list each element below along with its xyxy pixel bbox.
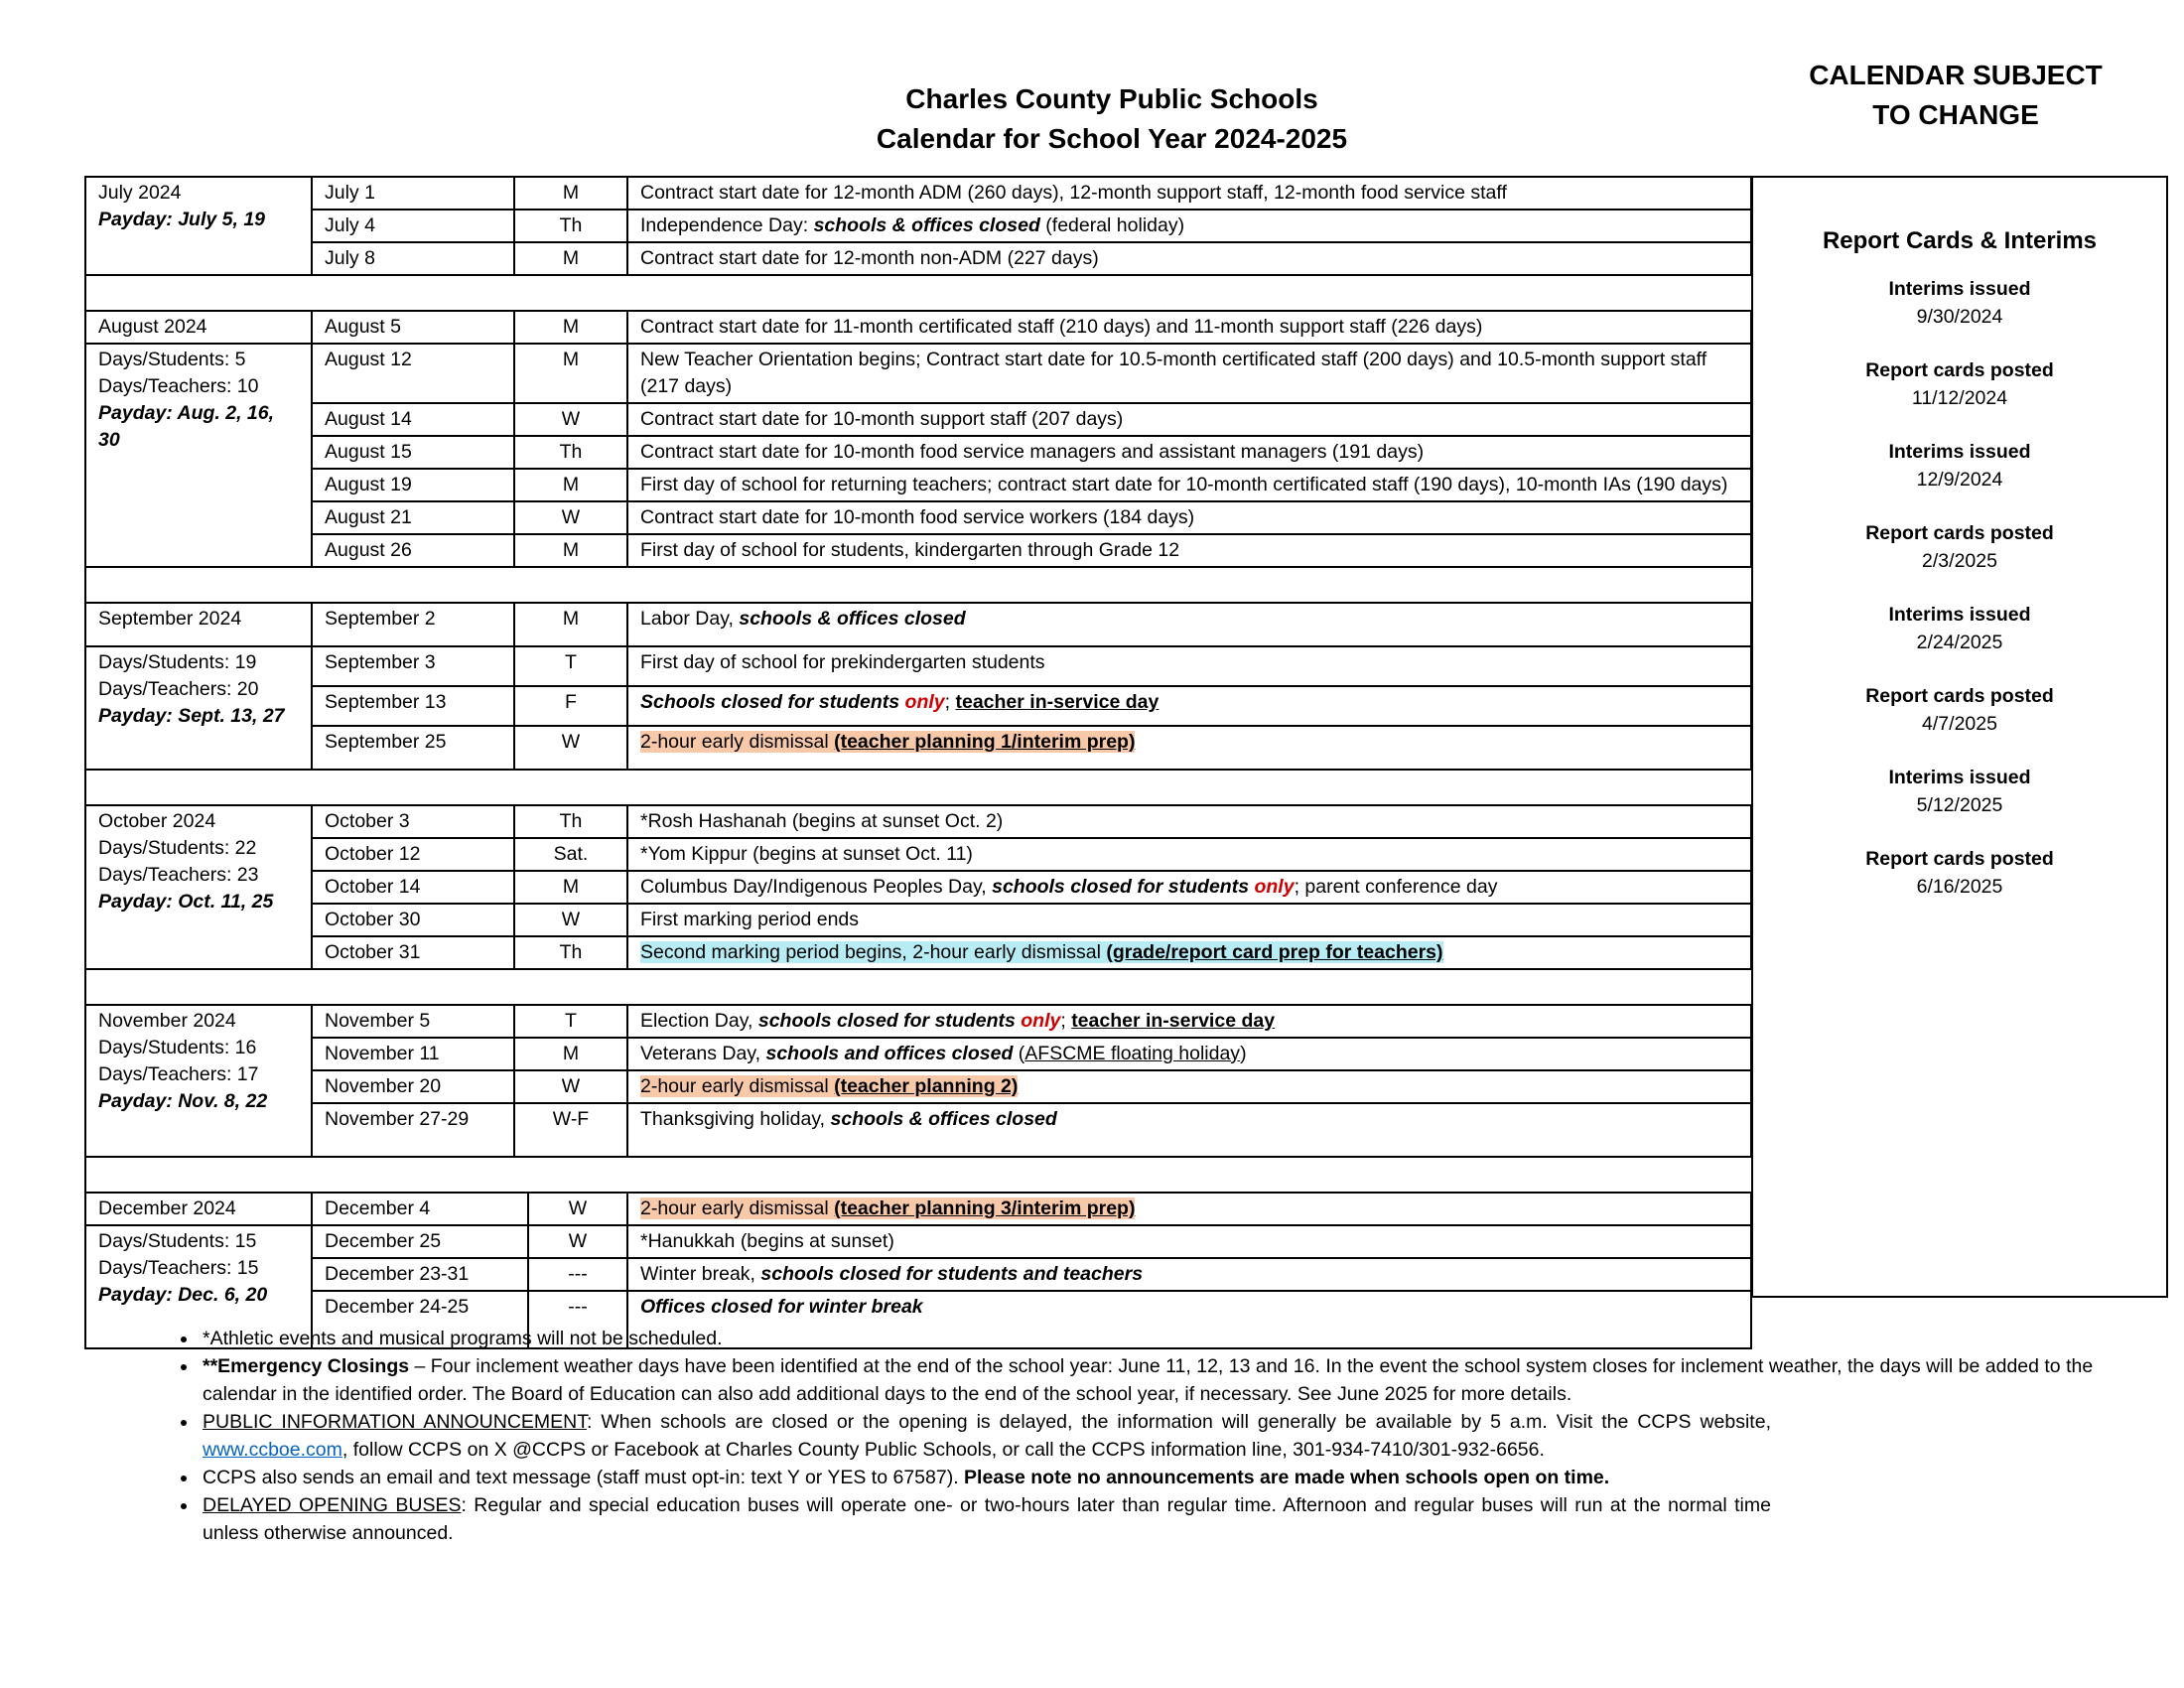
month-label: October 2024 [98,810,216,832]
days-teachers: Days/Teachers: 17 [98,1063,259,1085]
event-description: 2-hour early dismissal (teacher planning 3/interim prep) [627,1193,1751,1225]
sidebar-entry: Report cards posted 6/16/2025 [1865,848,2054,898]
event-date: August 14 [312,403,514,436]
event-day: Sat. [514,838,627,871]
event-description: *Yom Kippur (begins at sunset Oct. 11) [627,838,1751,871]
event-date: November 27-29 [312,1103,514,1157]
note-athletics: • *Athletic events and musical programs will not be scheduled. [199,1325,2124,1352]
days-students: Days/Students: 22 [98,837,257,859]
event-description: First day of school for students, kindergarten through Grade 12 [627,534,1751,567]
event-day: M [514,344,627,403]
note-emergency-closings: • **Emergency Closings – Four inclement weather days have been identified at the end of the school year: June 11, 12, 13 and 16. In the event the school system closes for inclement weather, the days will be added to the calendar in the identified order. The Board of Education can also add additional days to the end of the school year, if necessary. See June 2025 for more details. [199,1352,2124,1408]
event-day: Th [514,210,627,242]
event-date: August 15 [312,436,514,469]
event-day: Th [514,805,627,838]
month-label: September 2024 [85,603,312,646]
spacer [84,568,1752,602]
event-day: W [528,1225,627,1258]
event-date: August 12 [312,344,514,403]
event-day: M [514,177,627,210]
title-line-2: Calendar for School Year 2024-2025 [876,123,1348,154]
month-block-august [84,310,1752,568]
event-date: July 4 [312,210,514,242]
spacer [84,1158,1752,1192]
event-day: W [514,1070,627,1103]
event-date: September 25 [312,726,514,770]
event-day: --- [528,1291,627,1348]
event-date: July 1 [312,177,514,210]
month-info [85,646,312,770]
event-day: F [514,686,627,726]
event-day: W [514,726,627,770]
event-description: Second marking period begins, 2-hour early dismissal (grade/report card prep for teachers) [627,936,1751,969]
month-label: December 2024 [85,1193,312,1225]
event-date: December 23-31 [312,1258,528,1291]
event-day: Th [514,436,627,469]
event-description: *Rosh Hashanah (begins at sunset Oct. 2) [627,805,1751,838]
event-description: Offices closed for winter break [627,1291,1751,1348]
event-description: First day of school for prekindergarten students [627,646,1751,686]
event-day: W [514,403,627,436]
event-day: M [514,469,627,501]
sidebar-entry: Interims issued 5/12/2025 [1888,767,2031,816]
payday: Payday: July 5, 19 [98,209,266,230]
event-description: Contract start date for 10-month food service workers (184 days) [627,501,1751,534]
event-date: November 20 [312,1070,514,1103]
event-day: W [514,904,627,936]
spacer [84,771,1752,804]
event-description: Contract start date for 11-month certificated staff (210 days) and 11-month support staff (226 days) [627,311,1751,344]
event-day: M [514,242,627,275]
payday: Payday: Nov. 8, 22 [98,1090,268,1112]
month-info [85,177,312,275]
event-date: September 3 [312,646,514,686]
month-block-november [84,1004,1752,1158]
payday: Payday: Dec. 6, 20 [98,1284,268,1306]
event-day: Th [514,936,627,969]
event-day: T [514,646,627,686]
event-description: Contract start date for 10-month support staff (207 days) [627,403,1751,436]
event-date: October 31 [312,936,514,969]
event-day: M [514,603,627,646]
event-description: Columbus Day/Indigenous Peoples Day, schools closed for students only; parent conference day [627,871,1751,904]
subject-line-1: CALENDAR SUBJECT [1809,60,2103,90]
event-date: August 5 [312,311,514,344]
spacer [84,970,1752,1004]
event-description: Veterans Day, schools and offices closed (AFSCME floating holiday) [627,1038,1751,1070]
note-email-text: • CCPS also sends an email and text message (staff must opt-in: text Y or YES to 67587). Please note no announcements are made when schools open on time. [199,1464,2124,1491]
days-students: Days/Students: 5 [98,349,246,370]
event-day: T [514,1005,627,1038]
event-day: M [514,534,627,567]
event-date: November 11 [312,1038,514,1070]
note-delayed-buses: • DELAYED OPENING BUSES: Regular and special education buses will operate one- or two-hours later than regular time. Afternoon and regular buses will run at the normal time unless otherwise announced. [199,1491,1771,1547]
event-day: W [528,1193,627,1225]
sidebar-entry: Interims issued 2/24/2025 [1888,604,2031,653]
event-description: Contract start date for 12-month non-ADM (227 days) [627,242,1751,275]
sidebar-entry: Report cards posted 11/12/2024 [1865,359,2054,409]
days-students: Days/Students: 19 [98,651,257,673]
days-teachers: Days/Teachers: 20 [98,678,259,700]
event-date: September 13 [312,686,514,726]
event-description: Labor Day, schools & offices closed [627,603,1751,646]
event-date: August 21 [312,501,514,534]
event-day: --- [528,1258,627,1291]
spacer [84,276,1752,310]
event-day: W-F [514,1103,627,1157]
month-info [85,805,312,969]
event-date: July 8 [312,242,514,275]
sidebar-entry: Interims issued 12/9/2024 [1888,441,2031,491]
event-date: December 24-25 [312,1291,528,1348]
month-info [85,344,312,567]
days-teachers: Days/Teachers: 10 [98,375,259,397]
title-line-1: Charles County Public Schools [905,83,1318,114]
month-block-october [84,804,1752,970]
payday: Payday: Sept. 13, 27 [98,705,285,727]
event-date: November 5 [312,1005,514,1038]
event-description: Contract start date for 10-month food service managers and assistant managers (191 days) [627,436,1751,469]
month-label: July 2024 [98,182,182,204]
event-date: October 30 [312,904,514,936]
sidebar-entry: Report cards posted 4/7/2025 [1865,685,2054,735]
ccboe-link[interactable]: www.ccboe.com [203,1439,342,1461]
event-date: October 3 [312,805,514,838]
event-description: *Hanukkah (begins at sunset) [627,1225,1751,1258]
event-description: 2-hour early dismissal (teacher planning 2) [627,1070,1751,1103]
event-description: First marking period ends [627,904,1751,936]
event-description: Contract start date for 12-month ADM (260 days), 12-month support staff, 12-month food service staff [627,177,1751,210]
event-day: W [514,501,627,534]
event-description: Thanksgiving holiday, schools & offices closed [627,1103,1751,1157]
event-day: M [514,311,627,344]
sidebar-title: Report Cards & Interims [1822,227,2098,254]
event-date: October 12 [312,838,514,871]
days-students: Days/Students: 16 [98,1037,257,1058]
month-block-september [84,602,1752,771]
days-students: Days/Students: 15 [98,1230,257,1252]
month-label: August 2024 [85,311,312,344]
month-block-july [84,176,1752,276]
event-description: 2-hour early dismissal (teacher planning 1/interim prep) [627,726,1751,770]
event-date: December 25 [312,1225,528,1258]
days-teachers: Days/Teachers: 15 [98,1257,259,1279]
month-label: November 2024 [98,1010,236,1032]
event-date: August 19 [312,469,514,501]
sidebar-entry: Interims issued 9/30/2024 [1888,278,2031,328]
event-date: August 26 [312,534,514,567]
event-description: Schools closed for students only; teacher in-service day [627,686,1751,726]
payday: Payday: Oct. 11, 25 [98,891,274,913]
page-title [615,79,1608,159]
event-day: M [514,1038,627,1070]
payday: Payday: Aug. 2, 16, 30 [98,402,275,451]
event-description: Independence Day: schools & offices closed (federal holiday) [627,210,1751,242]
sidebar-entry: Report cards posted 2/3/2025 [1865,522,2054,572]
subject-line-2: TO CHANGE [1872,99,2039,130]
event-description: New Teacher Orientation begins; Contract start date for 10.5-month certificated staff (200 days) and 10.5-month support staff (217 days) [627,344,1751,403]
calendar-table [84,176,1752,1349]
event-date: October 14 [312,871,514,904]
month-info [85,1005,312,1157]
event-description: Election Day, schools closed for students only; teacher in-service day [627,1005,1751,1038]
note-public-info: • PUBLIC INFORMATION ANNOUNCEMENT: When schools are closed or the opening is delayed, the information will generally be available by 5 a.m. Visit the CCPS website, www.ccboe.com, follow CCPS on X @CCPS or Facebook at Charles County Public Schools, or call the CCPS information line, 301-934-7410/301-932-6656. [199,1408,1771,1464]
footnotes [149,1325,2124,1547]
event-day: M [514,871,627,904]
event-description: First day of school for returning teachers; contract start date for 10-month certificated staff (190 days), 10-month IAs (190 days) [627,469,1751,501]
report-cards-sidebar [1751,176,2168,1298]
event-description: Winter break, schools closed for students and teachers [627,1258,1751,1291]
days-teachers: Days/Teachers: 23 [98,864,259,886]
event-date: December 4 [312,1193,528,1225]
event-date: September 2 [312,603,514,646]
subject-to-change-notice [1767,56,2144,135]
